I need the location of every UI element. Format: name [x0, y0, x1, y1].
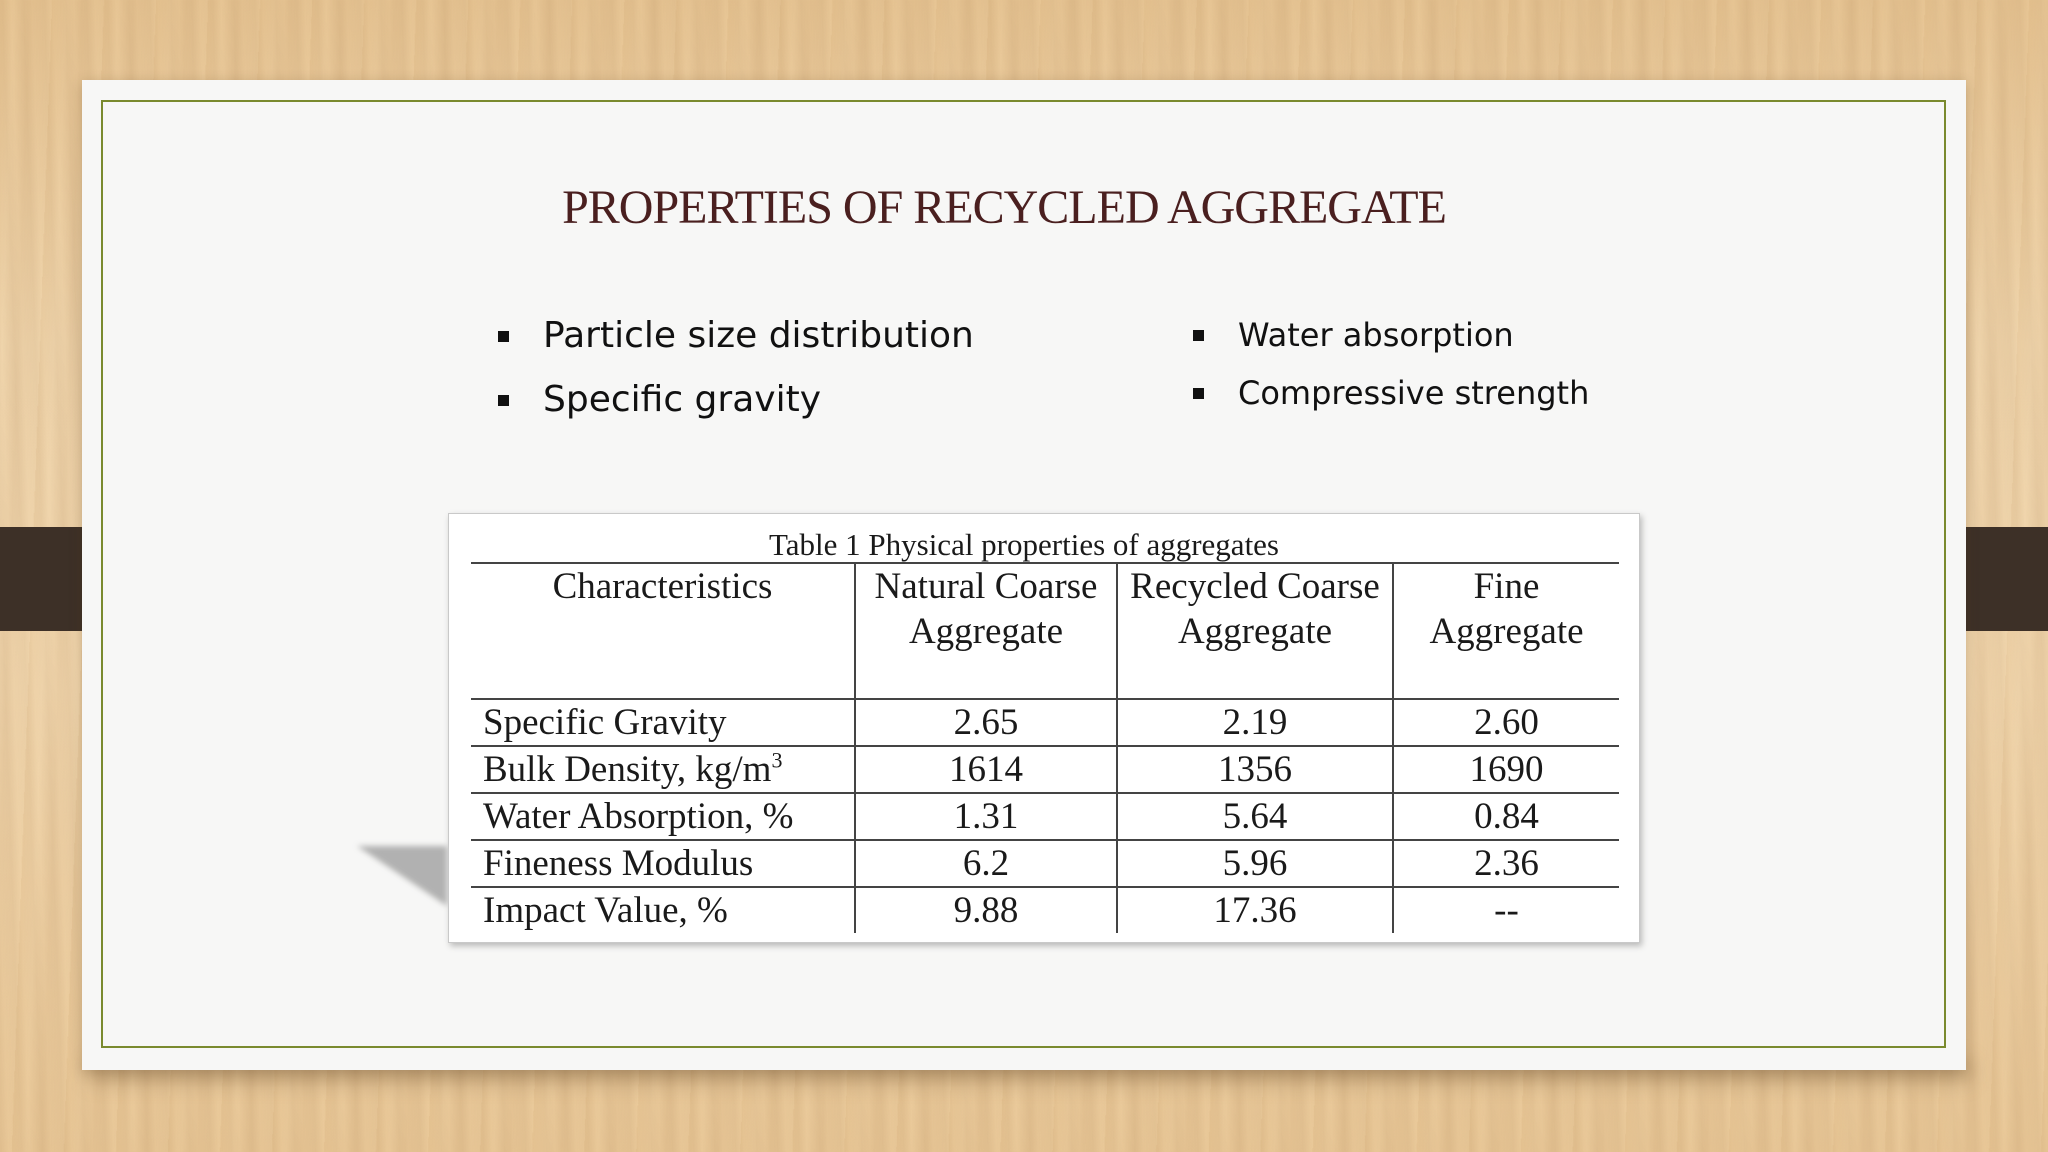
square-bullet-icon — [498, 395, 509, 406]
row-label — [471, 746, 855, 793]
square-bullet-icon — [1193, 330, 1204, 341]
table-cell: 2.36 — [1393, 840, 1619, 887]
table-header-row — [471, 563, 1619, 699]
row-label: Water Absorption, % — [471, 793, 855, 840]
table-cell: 5.96 — [1117, 840, 1393, 887]
column-header: Recycled Coarse Aggregate — [1117, 563, 1393, 699]
bullet-item — [1193, 370, 1589, 428]
table-cell: 2.60 — [1393, 699, 1619, 746]
table-cell: 2.19 — [1117, 699, 1393, 746]
properties-table-image — [448, 513, 1640, 943]
table-caption: Table 1 Physical properties of aggregates — [768, 527, 1280, 562]
row-label: Fineness Modulus — [471, 840, 855, 887]
bullet-list-right — [1193, 312, 1589, 428]
table-cell: 1.31 — [855, 793, 1117, 840]
table-cell: 1690 — [1393, 746, 1619, 793]
bullet-text: Compressive strength — [1238, 374, 1590, 412]
column-header: Characteristics — [471, 563, 855, 699]
bullet-text: Specific gravity — [543, 379, 821, 420]
table-cell: 1356 — [1117, 746, 1393, 793]
table-cell: 5.64 — [1117, 793, 1393, 840]
square-bullet-icon — [498, 331, 509, 342]
bullet-item — [498, 374, 974, 438]
row-label: Specific Gravity — [471, 699, 855, 746]
table-cell: 0.84 — [1393, 793, 1619, 840]
table-row — [471, 887, 1619, 933]
square-bullet-icon — [1193, 388, 1204, 399]
table-row — [471, 840, 1619, 887]
table-row — [471, 699, 1619, 746]
bullet-item — [1193, 312, 1589, 370]
bullet-list-left — [498, 310, 974, 438]
table-cell: 17.36 — [1117, 887, 1393, 933]
table-cell: 2.65 — [855, 699, 1117, 746]
row-label-text: Bulk Density, kg/m — [483, 749, 772, 790]
bullet-text: Water absorption — [1238, 316, 1514, 354]
bullet-item — [498, 310, 974, 374]
table-cell: 6.2 — [855, 840, 1117, 887]
table-cell: -- — [1393, 887, 1619, 933]
table-cell: 9.88 — [855, 887, 1117, 933]
slide-title: PROPERTIES OF RECYCLED AGGREGATE — [562, 181, 1446, 234]
table-image-shadow — [357, 846, 447, 906]
table-cell: 1614 — [855, 746, 1117, 793]
column-header: Natural Coarse Aggregate — [855, 563, 1117, 699]
bullet-text: Particle size distribution — [543, 315, 974, 356]
row-label: Impact Value, % — [471, 887, 855, 933]
table-row — [471, 746, 1619, 793]
column-header: Fine Aggregate — [1393, 563, 1619, 699]
superscript: 3 — [771, 747, 783, 773]
table-row — [471, 793, 1619, 840]
properties-table — [471, 562, 1619, 933]
